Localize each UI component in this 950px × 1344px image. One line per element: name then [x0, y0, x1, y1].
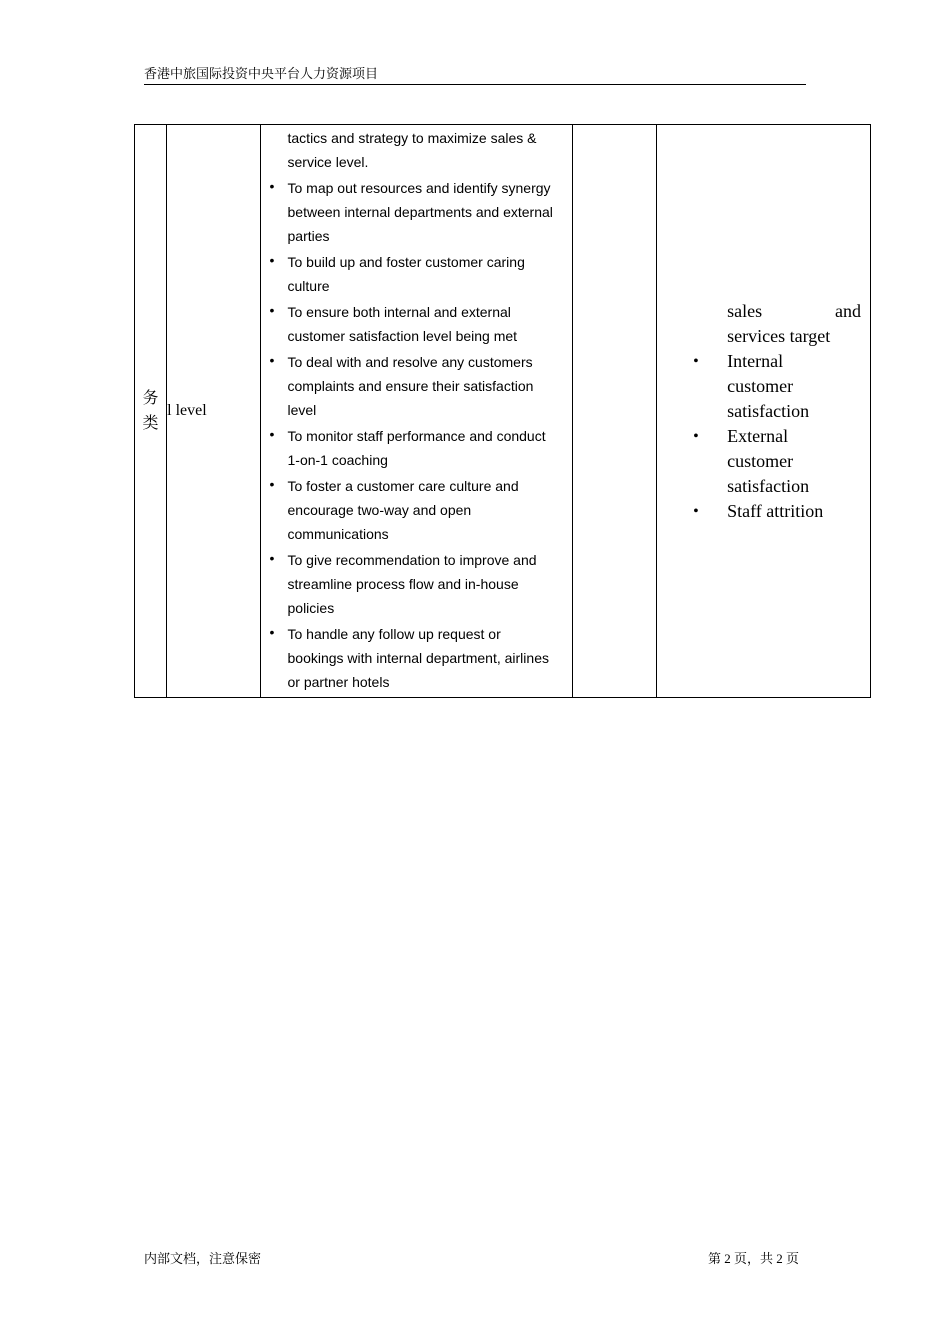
- list-item-line: 1-on-1 coaching: [287, 452, 388, 468]
- list-item-line: policies: [287, 600, 335, 616]
- list-item-line: complaints and ensure their satisfaction: [287, 378, 534, 394]
- list-item-line: culture: [287, 278, 330, 294]
- list-item-line: encourage two-way and open: [287, 502, 472, 518]
- list-item: [288, 350, 566, 422]
- footer-page-number: 第 2 页，共 2 页: [708, 1251, 800, 1266]
- list-item: [288, 176, 566, 248]
- list-item-line: parties: [287, 228, 330, 244]
- page-header: 香港中旅国际投资中央平台人力资源项目: [144, 66, 806, 85]
- list-item-line: • To foster a customer care culture and: [287, 478, 519, 494]
- kpi-list: [727, 349, 861, 524]
- level-cell: l level: [167, 125, 260, 698]
- list-item-line: • External: [727, 426, 789, 446]
- list-item-line: • To map out resources and identify synergy: [287, 180, 551, 196]
- duties-cell: [260, 125, 572, 698]
- list-item: [727, 424, 861, 499]
- list-item-line: customer satisfaction level being met: [287, 328, 518, 344]
- list-item-line: • To handle any follow up request or: [287, 626, 501, 642]
- list-item: [288, 424, 566, 472]
- duties-list: [261, 126, 572, 694]
- list-item-line: • To monitor staff performance and conduct: [287, 428, 546, 444]
- list-item-line: • Staff attrition: [727, 501, 824, 521]
- kpi-word: and: [835, 301, 861, 321]
- list-item: [288, 548, 566, 620]
- table-row: [135, 125, 871, 698]
- list-item-line: customer: [727, 451, 794, 471]
- responsibilities-table: [134, 124, 871, 698]
- list-item-line: • To ensure both internal and external: [287, 304, 511, 320]
- list-item-line: level: [287, 402, 317, 418]
- list-item-line: bookings with internal department, airlines: [287, 650, 549, 666]
- kpi-line: [727, 299, 861, 324]
- footer-confidential: 内部文档，注意保密: [144, 1251, 262, 1266]
- list-item: [288, 474, 566, 546]
- kpi-cell: [657, 125, 871, 698]
- list-item: [288, 250, 566, 298]
- list-item-line: streamline process flow and in-house: [287, 576, 519, 592]
- list-item-line: • To give recommendation to improve and: [287, 552, 537, 568]
- list-item-line: communications: [287, 526, 389, 542]
- category-char: 务: [142, 390, 159, 407]
- kpi-word: sales: [727, 301, 763, 321]
- list-item-line: • To deal with and resolve any customers: [287, 354, 533, 370]
- list-item: [727, 349, 861, 424]
- list-item-line: between internal departments and external: [287, 204, 553, 220]
- list-item: [288, 126, 566, 174]
- list-item-line: customer: [727, 376, 794, 396]
- list-item: [288, 300, 566, 348]
- list-item-line: satisfaction: [727, 476, 810, 496]
- list-item-line: • Internal: [727, 351, 784, 371]
- list-item-line: or partner hotels: [287, 674, 390, 690]
- empty-cell: [572, 125, 656, 698]
- list-item-line: tactics and strategy to maximize sales &: [287, 130, 537, 146]
- category-char: 类: [142, 415, 159, 432]
- list-item-line: service level.: [287, 154, 369, 170]
- category-cell: [135, 125, 167, 698]
- list-item: [727, 499, 861, 524]
- kpi-content: [657, 125, 870, 524]
- list-item-line: satisfaction: [727, 401, 810, 421]
- list-item: [288, 622, 566, 694]
- list-item-line: • To build up and foster customer caring: [287, 254, 525, 270]
- kpi-line: services target: [727, 326, 831, 346]
